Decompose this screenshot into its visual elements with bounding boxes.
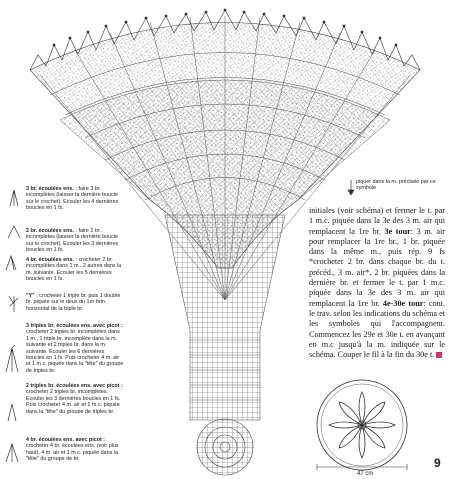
legend-desc: crocheter 2 triples br. incomplètes. Ecouler les 3 dernières boucles en 1 fs. Puis crocheter 4 m. air et 1 m.c. piquée dans la "tête" du groupe de triples br. [26, 389, 121, 415]
legend-desc: crocheter 4 br. écoulées ens. (voir plus haut), 4 m. air et 1 m.c. piquée dans la "tête" du groupe de br. [26, 443, 119, 463]
chart-center [197, 419, 253, 475]
instructions-text [309, 206, 445, 360]
instr-tour3: : 3 m. air pour remplacer la 1re br., 1 br. piquée dans la même m., puis rép. 9 fs *crocheter 2 br. dans chaque br. du t. précéd., 3 m. air*, 2 br. piquées dans la dernière br. et fermer le t. par 1 m.c. piquée dans la 3e des 3 m. air qui remplacent la 1re br. [309, 226, 445, 308]
piquer-arrow [348, 180, 354, 195]
instr-tour4: : cont. le trav. selon les indications du schéma et les symboles qui l'accompagnent. Commencez les 29e et 30e t. en avançant en m.c jusqu'à la m. indiquée sur le schéma. Couper le fil à la fin du 30e t. [309, 298, 445, 360]
page-number: 9 [434, 456, 441, 470]
legend-name: 3 br. écoulées ens. [26, 186, 74, 192]
legend-name: 4 br. écoulées ens. [26, 257, 74, 263]
legend-desc: : faire 2 br. incomplètes (laisser la dernière boucle sur le crochet). Ecouler les 3 dernières boucles en 1 fs. [26, 228, 119, 254]
legend-name: 3 triples br. écoulées ens. avec picot : [26, 323, 123, 329]
legend-name: 2 br. écoulées ens. [26, 228, 74, 234]
doily-thumbnail [317, 380, 407, 470]
instr-tour3-label: 3e tour [384, 226, 411, 236]
dimension-label: 47 cm [357, 471, 374, 477]
legend-desc: : crocheter 2 br. incomplètes dans 1 m., 2 autres dans la m. suivante. Ecouler les 5 dernières boucles en 1 fs. [26, 257, 122, 283]
instr-tour4-label: 4e-30e tour [382, 298, 424, 308]
legend-name: "Y" [26, 293, 35, 299]
legend-symbols [6, 190, 20, 462]
instr-intro: initiales (voir schéma) et fermer le t. par 1 m.c. piquée dans la 3e des 3 m. air qui remplacent la 1re br. [309, 206, 445, 236]
legend-desc: : crocheter 1 triple br. puis 1 double br. piquée sur le deux du 1er brin horizontal de la triple br. [26, 293, 121, 312]
legend-desc: : faire 3 br. incomplètes (laisser la dernière boucle sur le crochet). Ecouler les 4 dernières boucles en 1 fs. [26, 186, 119, 212]
piquer-note: piquer dans la m. précisée par ce symbole [356, 179, 436, 192]
chart-stem [165, 215, 285, 420]
legend-name: 2 triples br. écoulées ens. avec picot : [26, 383, 123, 389]
legend-name: 4 br. écoulées ens. avec picot : [26, 437, 106, 443]
end-square-icon [436, 352, 442, 358]
legend-desc: crocheter 2 triples br. incomplètes dans 1 m., 1 triple br. incomplète dans la m. suivante et 2 triples br. dans la m. suivante. Ecouler les 6 dernières boucles en 1 fs. Puis crocheter 4 m. air et 1 m.c. piquée dans la "tête" du groupe de triples br. [26, 329, 124, 374]
